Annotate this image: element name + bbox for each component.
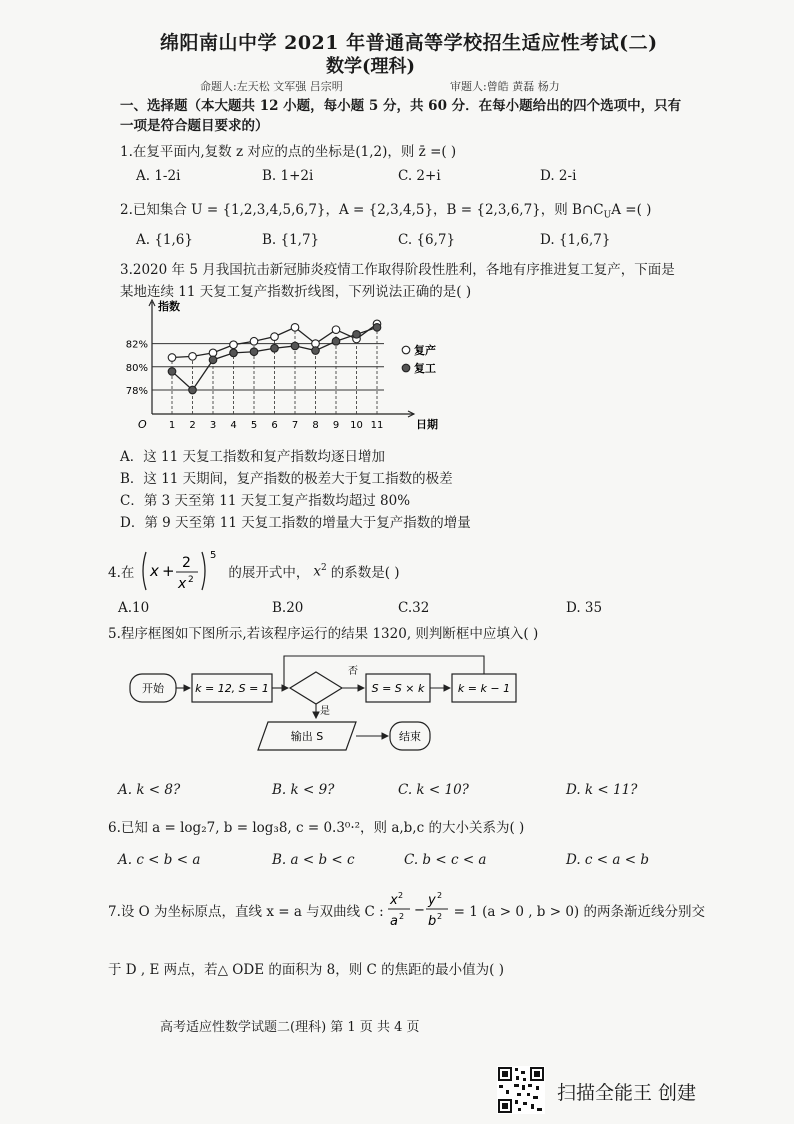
q2-option-d: D. {1,6,7}	[540, 232, 611, 248]
svg-text:2: 2	[397, 891, 403, 900]
legend-marker	[402, 346, 410, 354]
y-tick-label: 78%	[125, 386, 148, 397]
q6-option-b: B. a < b < c	[272, 852, 355, 868]
data-point-production	[332, 326, 340, 334]
legend-label: 复工	[414, 362, 436, 375]
data-point-work	[332, 337, 340, 345]
svg-text:x: x	[178, 576, 187, 592]
q1-option-a: A. 1-2i	[136, 168, 181, 184]
q6-stem: 6.已知 a = log₂7, b = log₃8, c = 0.3⁰·²，则 a,b,c 的大小关系为( )	[108, 820, 525, 836]
reviewers: 审题人:曾皓 黄磊 杨力	[450, 80, 560, 93]
q1-option-b: B. 1+2i	[262, 168, 314, 184]
q2-option-a: A. {1,6}	[136, 232, 193, 248]
index-line-chart	[125, 296, 450, 436]
origin-label: O	[138, 418, 147, 431]
svg-text:5: 5	[210, 550, 217, 561]
svg-text:y: y	[427, 893, 436, 908]
data-point-production	[168, 354, 176, 362]
exam-title: 绵阳南山中学 2021 年普通高等学校招生适应性考试(二)	[160, 32, 658, 54]
scanner-brand: 扫描全能王 创建	[557, 1082, 697, 1104]
legend-marker	[402, 364, 410, 372]
flow-yes-label: 是	[320, 706, 330, 717]
q7-hyperbola-fraction	[386, 888, 452, 932]
q5-option-d: D. k < 11?	[566, 782, 638, 798]
svg-text:2: 2	[436, 891, 442, 900]
section-heading: 一、选择题（本大题共 12 小题，每小题 5 分，共 60 分．在每小题给出的四个选项中，只有	[120, 98, 682, 114]
q4-suffix: 的展开式中，	[228, 565, 310, 581]
q2-stem-main: 2.已知集合 U = {1,2,3,4,5,6,7}，A = {2,3,4,5}，B = {2,3,6,7}，则 B∩C	[120, 202, 604, 218]
x-tick-label: 2	[189, 420, 196, 431]
svg-text:2: 2	[182, 555, 192, 571]
x-tick-label: 11	[370, 420, 384, 431]
x-tick-label: 6	[271, 420, 278, 431]
q4-stem	[108, 548, 400, 594]
q7-line2: 于 D , E 两点，若△ ODE 的面积为 8，则 C 的焦距的最小值为( )	[108, 962, 504, 978]
page-footer: 高考适应性数学试题二(理科) 第 1 页 共 4 页	[160, 1020, 420, 1035]
svg-text:−: −	[413, 903, 425, 918]
q3-line2: 某地连续 11 天复工复产指数折线图，下列说法正确的是( )	[120, 284, 472, 300]
q3-option-c: C．第 3 天至第 11 天复工复产指数均超过 80%	[120, 493, 411, 509]
q2-stem-sub: U	[603, 210, 612, 221]
data-point-work	[230, 349, 238, 357]
svg-text:2: 2	[398, 912, 404, 921]
q2-stem	[120, 198, 651, 221]
svg-text:x: x	[150, 562, 160, 580]
q1-stem: 1.在复平面内,复数 z 对应的点的坐标是(1,2)，则 z̄ =( )	[120, 144, 457, 160]
y-axis-label: 指数	[158, 300, 180, 313]
legend-label: 复产	[414, 344, 436, 357]
data-point-production	[250, 337, 258, 345]
svg-text:2: 2	[436, 912, 442, 921]
data-point-work	[291, 342, 299, 350]
q4-suffix2: 的系数是( )	[330, 565, 400, 581]
svg-text:2: 2	[188, 575, 195, 585]
flow-output-label: 输出 S	[290, 730, 324, 743]
y-tick-label: 82%	[125, 339, 148, 351]
q1-option-c: C. 2+i	[398, 168, 441, 184]
flow-decrement-label: k = k − 1	[457, 682, 511, 695]
data-point-work	[271, 344, 279, 352]
q4-prefix: 4.在	[108, 565, 135, 581]
q2-option-c: C. {6,7}	[398, 232, 456, 248]
q5-option-b: B. k < 9?	[272, 782, 335, 798]
x-tick-label: 1	[168, 420, 176, 431]
data-point-work	[189, 386, 197, 394]
x-tick-label: 8	[312, 420, 319, 431]
q4-option-d: D. 35	[566, 600, 603, 616]
x-tick-label: 7	[291, 420, 299, 431]
data-point-work	[168, 368, 176, 376]
q7-line1-a: 7.设 O 为坐标原点，直线 x = a 与双曲线 C :	[108, 904, 384, 920]
data-point-production	[189, 353, 197, 361]
q5-option-a: A. k < 8?	[118, 782, 181, 798]
q3-line1: 3.2020 年 5 月我国抗击新冠肺炎疫情工作取得阶段性胜利，各地有序推进复工复产，下面是	[120, 262, 675, 278]
q5-stem: 5.程序框图如下图所示,若该程序运行的结果 1320, 则判断框中应填入( )	[108, 626, 539, 642]
data-point-work	[250, 348, 258, 356]
svg-text:+: +	[162, 562, 175, 580]
exam-subtitle: 数学(理科)	[326, 56, 416, 77]
x-tick-label: 10	[350, 420, 363, 431]
data-point-work	[353, 331, 361, 339]
q7-line1	[108, 888, 705, 932]
data-point-production	[230, 341, 238, 349]
svg-text:a: a	[389, 914, 398, 929]
data-point-work	[209, 356, 217, 364]
section-heading-2: 一项是符合题目要求的）	[120, 118, 269, 134]
data-point-work	[312, 347, 320, 355]
setters: 命题人:左天松 文军强 吕宗明	[200, 80, 343, 93]
q3-option-a: A．这 11 天复工指数和复产指数均逐日增加	[120, 449, 386, 465]
q4-x-squared: $x^2$	[313, 562, 327, 580]
program-flowchart	[126, 648, 526, 760]
qr-code-icon	[497, 1066, 545, 1114]
x-tick-label: 5	[250, 420, 258, 431]
q4-option-c: C.32	[398, 600, 430, 616]
flow-no-label: 否	[348, 666, 358, 677]
x-tick-label: 9	[332, 420, 340, 431]
q2-stem-tail: A =( )	[611, 202, 652, 218]
q4-binomial-expression	[138, 548, 224, 594]
q4-option-b: B.20	[272, 600, 304, 616]
q6-option-c: C. b < c < a	[404, 852, 487, 868]
data-point-work	[373, 324, 381, 332]
q4-option-a: A.10	[118, 600, 150, 616]
q6-option-a: A. c < b < a	[118, 852, 201, 868]
q5-option-c: C. k < 10?	[398, 782, 469, 798]
x-tick-label: 4	[230, 420, 237, 431]
q2-option-b: B. {1,7}	[262, 232, 320, 248]
q3-option-d: D．第 9 天至第 11 天复工指数的增量大于复产指数的增量	[120, 515, 471, 531]
flow-end-label: 结束	[399, 730, 421, 743]
q7-line1-b: = 1 (a > 0 , b > 0) 的两条渐近线分别交	[453, 904, 705, 920]
flow-multiply-label: S = S × k	[371, 682, 425, 695]
flow-init-label: k = 12, S = 1	[195, 682, 269, 695]
svg-text:b: b	[427, 914, 436, 929]
y-tick-label: 80%	[125, 362, 148, 374]
q6-option-d: D. c < a < b	[566, 852, 649, 868]
data-point-production	[291, 324, 299, 332]
x-tick-label: 3	[209, 420, 217, 431]
svg-text:x: x	[389, 893, 398, 908]
q3-option-b: B．这 11 天期间，复产指数的极差大于复工指数的极差	[120, 471, 453, 487]
flow-decision	[290, 672, 342, 704]
data-point-production	[271, 333, 279, 341]
q1-option-d: D. 2-i	[540, 168, 577, 184]
flow-start-label: 开始	[142, 682, 164, 695]
x-axis-label: 日期	[416, 418, 438, 431]
